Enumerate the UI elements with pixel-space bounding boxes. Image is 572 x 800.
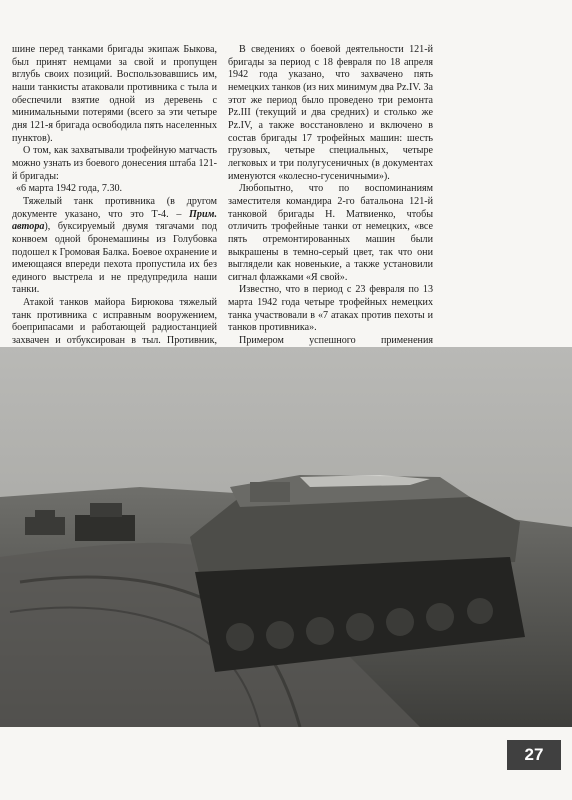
paragraph (12, 196, 217, 297)
paragraph: Атакой танков майора Бирюкова тяжелый танк противника с исправным вооружением, боеприпасами и работающей радиостанцией захвачен и отбуксирован в тыл. Противник, (12, 297, 217, 347)
left-text-column (12, 44, 217, 386)
photograph-tanks-column (0, 347, 572, 727)
paragraph: шине перед танками бригады экипаж Быкова, был принят немцами за свой и пропущен вглубь своих позиций. Воспользовавшись им, наши танкисты атаковали противника с тыла и обеспечили взятие одной из деревень с минимальными потерями (всего за эти четыре дня 121-я бригада освободила пять населенных пунктов). (12, 44, 217, 144)
paragraph-text: ), буксируемый двумя тягачами под конвоем одной бронемашины из Голубовка подошел к Громовая Балка. Боевое охранение и имеющаяся впереди пехота пропустила их без единого выстрела и не предупредила наши танки. (12, 221, 217, 296)
paragraph-text: Тяжелый танк противника (в другом документе указано, что это Т-4. – (12, 195, 217, 220)
quote-date-line: «6 марта 1942 года, 7.30. (16, 183, 123, 195)
paragraph: Известно, что в период с 23 февраля по 13 марта 1942 года четыре трофейных немецких танка участвовали в «7 атаках против пехоты и танков противника». (228, 284, 433, 334)
page-number: 27 (507, 740, 561, 770)
author-note: Прим. автора (12, 208, 217, 233)
paragraph: О том, как захватывали трофейную матчасть можно узнать из боевого донесения штаба 121-й бригады: (12, 145, 217, 182)
assault-gun-main (190, 475, 525, 672)
paragraph: Примером успешного применения (239, 335, 433, 347)
right-text-column (228, 44, 433, 373)
paragraph: Любопытно, что по воспоминаниям заместителя командира 2-го батальона 121-й танковой бригады Н. Матвиенко, чтобы отличить трофейные танки от немецких, «все пять отремонтированных машин были выкрашены в темно-серый цвет, так что они выглядели как новенькие, а также установили сигнал флажками «Я свой». (228, 183, 433, 283)
paragraph: В сведениях о боевой деятельности 121-й бригады за период с 18 февраля по 18 апреля 1942 года указано, что захвачено пять немецких танков (из них минимум два Pz.IV. За этот же период было проведено три ремонта Pz.III (текущий и два средних) и столько же Pz.IV, а также восстановлено и включено в состав бригады 17 трофейных машин: шесть грузовых, четыре специальных, четыре легковых и три полугусеничных (в документах именуются «колесно-гусеничными»). (228, 44, 433, 182)
